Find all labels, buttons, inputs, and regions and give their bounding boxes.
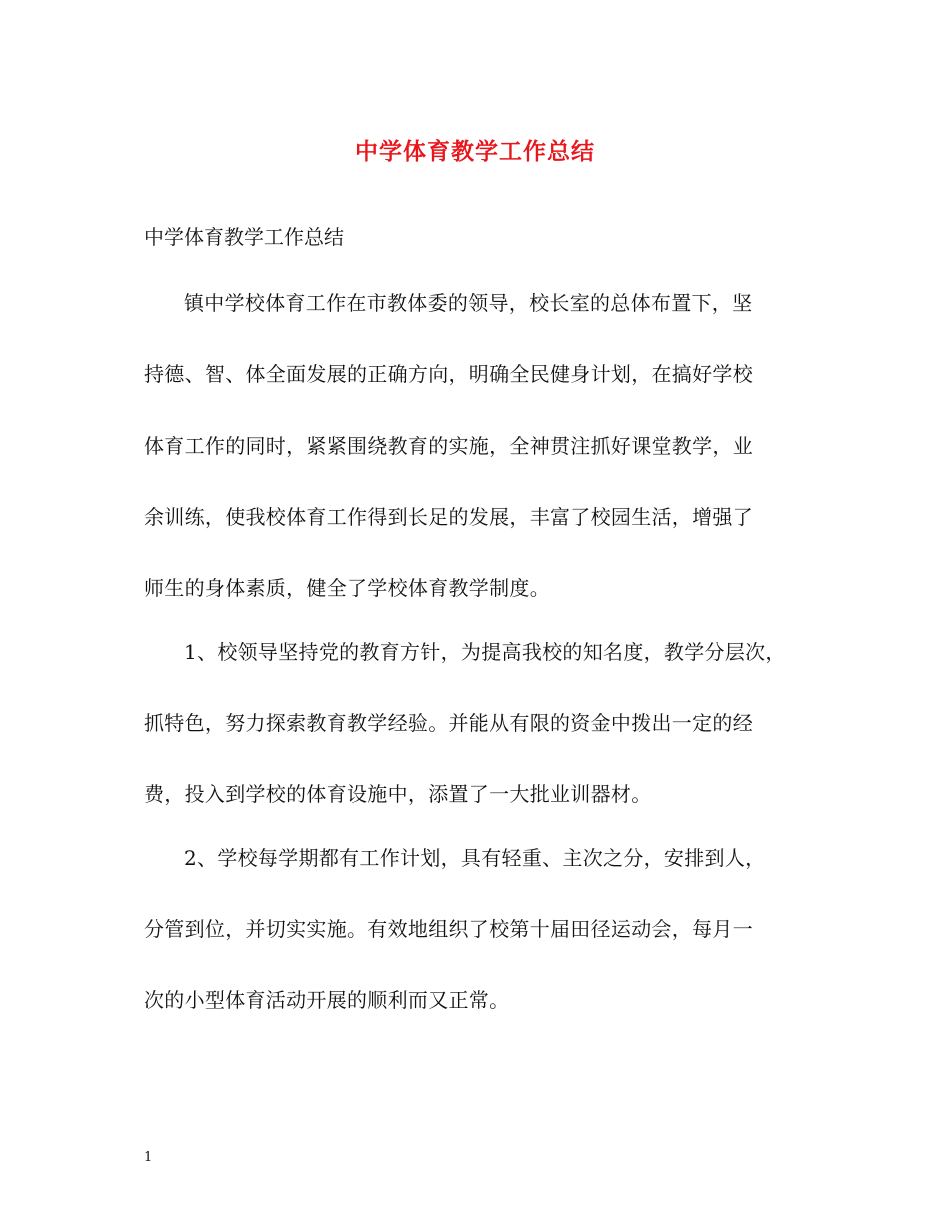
page-number: 1 (144, 1150, 153, 1165)
body-line-10: 分管到位，并切实实施。有效地组织了校第十届田径运动会，每月一 (144, 917, 753, 941)
body-line-5: 师生的身体素质，健全了学校体育教学制度。 (144, 576, 550, 600)
document-title: 中学体育教学工作总结 (355, 138, 595, 165)
body-line-6: 1、校领导坚持党的教育方针，为提高我校的知名度，教学分层次， (184, 640, 786, 664)
body-line-8: 费，投入到学校的体育设施中，添置了一大批业训器材。 (144, 782, 652, 806)
body-line-11: 次的小型体育活动开展的顺利而又正常。 (144, 988, 510, 1012)
body-line-2: 持德、智、体全面发展的正确方向，明确全民健身计划，在搞好学校 (144, 362, 753, 386)
body-line-9: 2、学校每学期都有工作计划，具有轻重、主次之分，安排到人， (184, 846, 766, 870)
body-line-7: 抓特色，努力探索教育教学经验。并能从有限的资金中拨出一定的经 (144, 711, 753, 735)
body-line-4: 余训练，使我校体育工作得到长足的发展，丰富了校园生活，增强了 (144, 505, 753, 529)
body-line-3: 体育工作的同时，紧紧围绕教育的实施，全神贯注抓好课堂教学，业 (144, 434, 753, 458)
document-subtitle: 中学体育教学工作总结 (144, 225, 344, 249)
body-line-1: 镇中学校体育工作在市教体委的领导，校长室的总体布置下，坚 (184, 291, 753, 315)
